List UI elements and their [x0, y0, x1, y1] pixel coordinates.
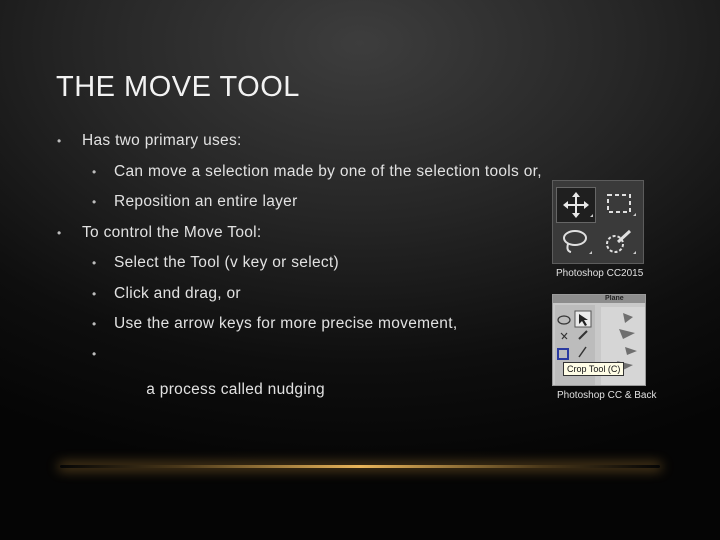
photoshop-legacy-toolbox-image — [552, 294, 646, 386]
slide-title: THE MOVE TOOL — [56, 71, 300, 103]
bullet-dot: • — [92, 317, 97, 331]
sub-bullet-item — [92, 163, 542, 181]
photoshop-cc2015-toolbox-image — [552, 180, 644, 264]
bullet-dot: • — [92, 256, 97, 270]
bullet-dot: • — [92, 195, 97, 209]
crop-tool-tooltip: Crop Tool (C) — [563, 362, 624, 376]
bullet-dot: • — [92, 165, 97, 179]
bullet-text: a process called nudging — [132, 381, 325, 398]
rectangular-marquee-icon — [600, 187, 638, 221]
image-caption: Photoshop CC & Back — [557, 390, 657, 401]
quick-selection-icon — [600, 225, 638, 259]
bullet-text: Reposition an entire layer — [114, 193, 298, 210]
sub-bullet-item — [92, 345, 325, 417]
panel-label: Plane — [605, 295, 624, 302]
bullet-text: Has two primary uses: — [82, 132, 242, 149]
bullet-text: Click and drag, or — [114, 285, 241, 302]
bullet-text: Can move a selection made by one of the selection tools or, — [114, 163, 542, 180]
sub-bullet-item — [92, 254, 339, 272]
bullet-dot: • — [57, 226, 62, 240]
lasso-icon — [556, 225, 594, 259]
bullet-dot: • — [92, 287, 97, 301]
bullet-dot: • — [57, 134, 62, 148]
bullet-item — [57, 224, 262, 242]
bullet-item — [57, 132, 242, 150]
bullet-text: Select the Tool (v key or select) — [114, 254, 339, 271]
sub-bullet-item — [92, 315, 458, 333]
bullet-dot: • — [92, 347, 97, 361]
image-caption: Photoshop CC2015 — [556, 268, 644, 279]
bullet-text: To control the Move Tool: — [82, 224, 262, 241]
decorative-glow-line — [60, 465, 660, 468]
sub-bullet-item — [92, 193, 298, 211]
sub-bullet-item — [92, 285, 241, 303]
move-tool-icon — [556, 187, 596, 223]
bullet-text: Use the arrow keys for more precise movement, — [114, 315, 458, 332]
